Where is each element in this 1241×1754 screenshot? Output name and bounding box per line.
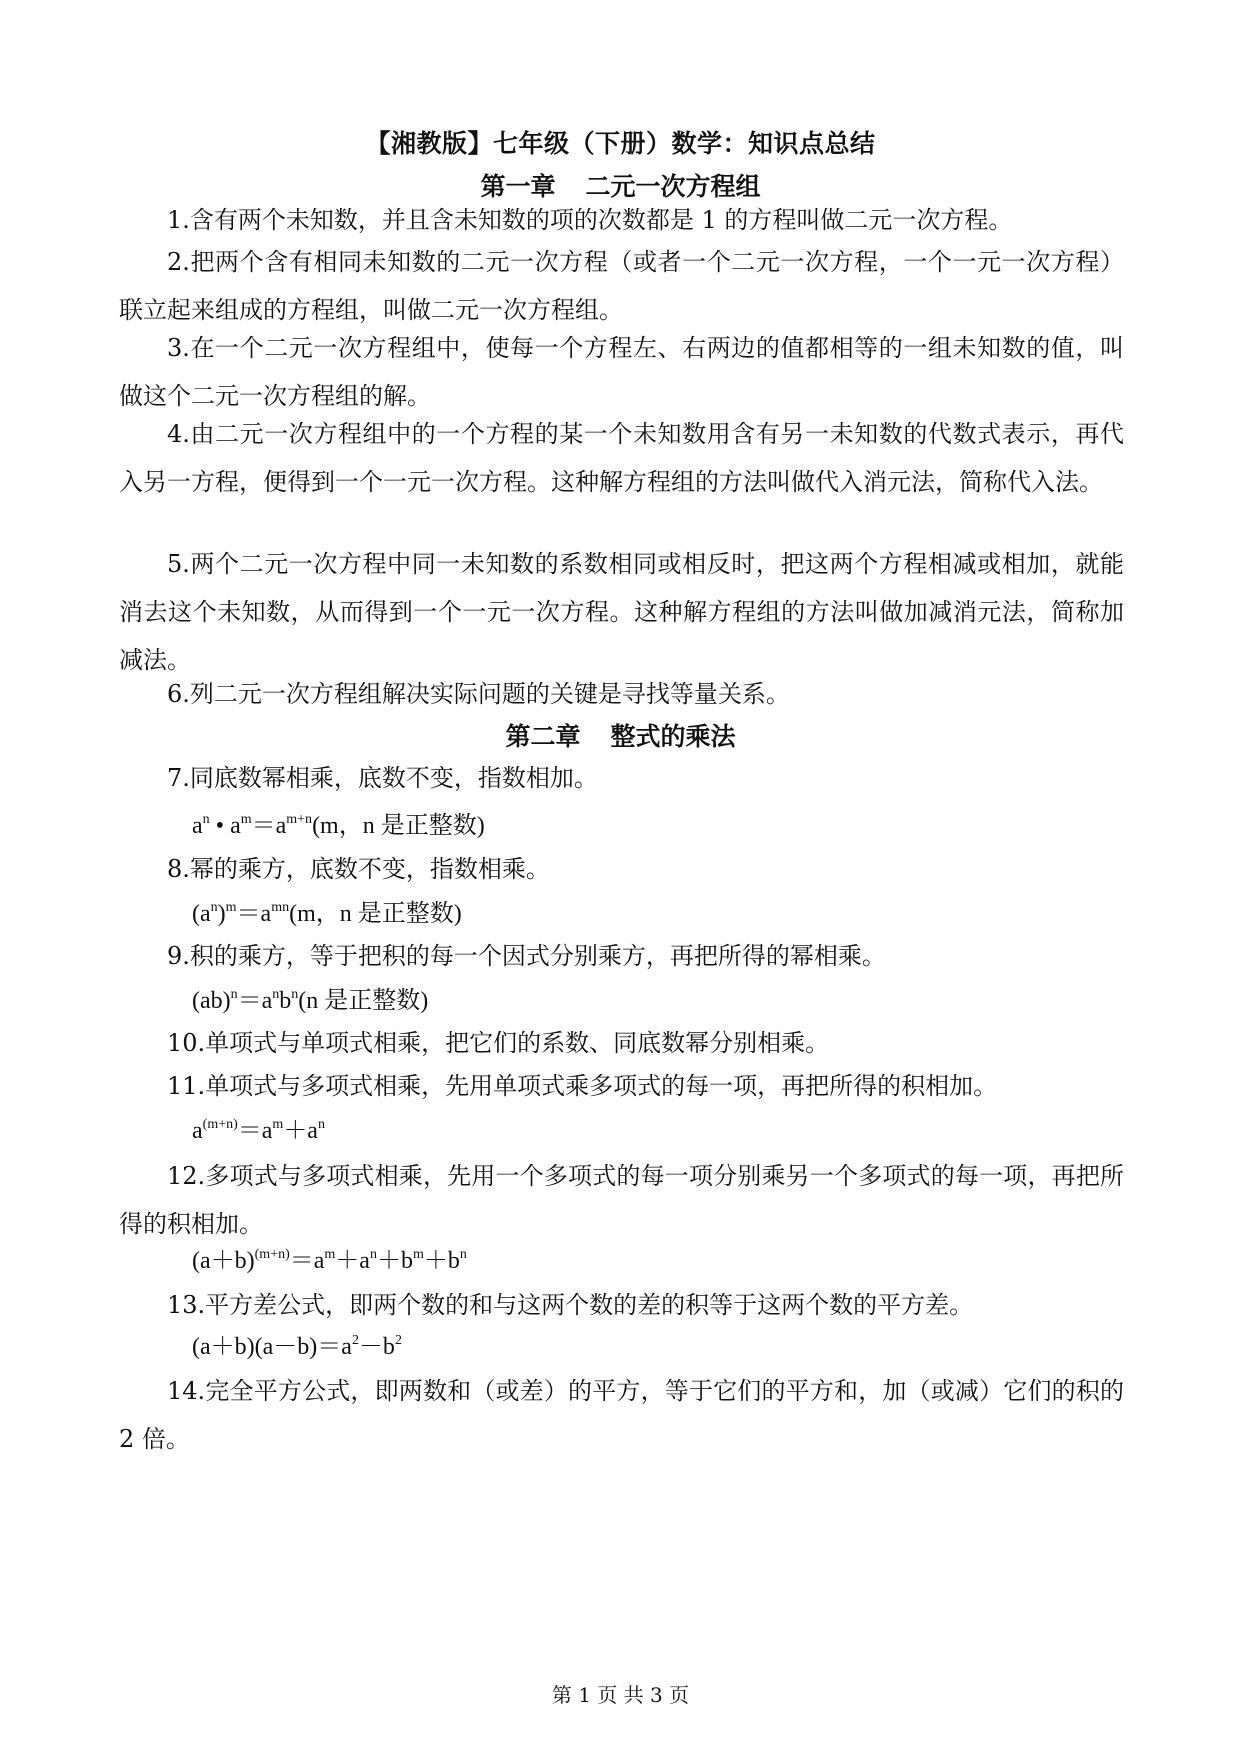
item-2: 2.把两个含有相同未知数的二元一次方程（或者一个二元一次方程，一个一元一次方程）联立起来组成的方程组，叫做二元一次方程组。 bbox=[119, 248, 1124, 324]
item-11: 11.单项式与多项式相乘，先用单项式乘多项式的每一项，再把所得的积相加。 bbox=[167, 1072, 998, 1100]
item-4: 4.由二元一次方程组中的一个方程的某一个未知数用含有另一未知数的代数式表示，再代入另一方程，便得到一个一元一次方程。这种解方程组的方法叫做代入消元法，简称代入法。 bbox=[119, 420, 1124, 496]
item-12: 12.多项式与多项式相乘，先用一个多项式的每一项分别乘另一个多项式的每一项，再把所得的积相加。 bbox=[119, 1162, 1124, 1238]
formula-8: $(a^n)^m=a^{mn}(m$，n 是正整数) bbox=[192, 900, 462, 927]
item-5: 5.两个二元一次方程中同一未知数的系数相同或相反时，把这两个方程相减或相加，就能消去这个未知数，从而得到一个一元一次方程。这种解方程组的方法叫做加减消元法，简称加减法。 bbox=[119, 550, 1124, 674]
item-9: 9.积的乘方，等于把积的每一个因式分别乘方，再把所得的幂相乘。 bbox=[167, 942, 886, 970]
formula-12: $(a+b)^{(m+n)}=a^m+a^n+b^m+b^n$ bbox=[192, 1247, 467, 1274]
item-7: 7.同底数幂相乘，底数不变，指数相加。 bbox=[167, 764, 598, 792]
item-8: 8.幂的乘方，底数不变，指数相乘。 bbox=[167, 855, 550, 883]
chapter-label: 第二章 bbox=[505, 722, 581, 751]
item-3: 3.在一个二元一次方程组中，使每一个方程左、右两边的值都相等的一组未知数的值，叫做这个二元一次方程组的解。 bbox=[119, 334, 1124, 410]
item-1: 1.含有两个未知数，并且含未知数的项的次数都是 1 的方程叫做二元一次方程。 bbox=[167, 206, 1013, 234]
item-13: 13.平方差公式，即两个数的和与这两个数的差的积等于这两个数的平方差。 bbox=[167, 1291, 974, 1319]
page-footer: 第 1 页 共 3 页 bbox=[551, 1683, 690, 1707]
chapter-name: 二元一次方程组 bbox=[585, 172, 761, 201]
item-14: 14.完全平方公式，即两数和（或差）的平方，等于它们的平方和，加（或减）它们的积的 2 倍。 bbox=[119, 1377, 1124, 1453]
formula-9: $(ab)^n=a^nb^n(n$ 是正整数) bbox=[192, 987, 429, 1014]
formula-7: $a^n$ • $a^m=a^{m+n}(m$，n 是正整数) bbox=[192, 812, 485, 839]
formula-13: $(a+b)(a-b)=a^2-b^2$ bbox=[192, 1333, 402, 1360]
chapter-name: 整式的乘法 bbox=[610, 722, 736, 751]
chapter-label: 第一章 bbox=[480, 172, 556, 201]
document-title: 【湘教版】七年级（下册）数学：知识点总结 bbox=[365, 129, 876, 158]
formula-11: $a^{(m+n)}=a^m+a^n$ bbox=[192, 1117, 325, 1144]
item-10: 10.单项式与单项式相乘，把它们的系数、同底数幂分别相乘。 bbox=[167, 1029, 830, 1057]
chapter-heading-2 bbox=[0, 717, 1241, 757]
item-6: 6.列二元一次方程组解决实际问题的关键是寻找等量关系。 bbox=[167, 680, 790, 708]
